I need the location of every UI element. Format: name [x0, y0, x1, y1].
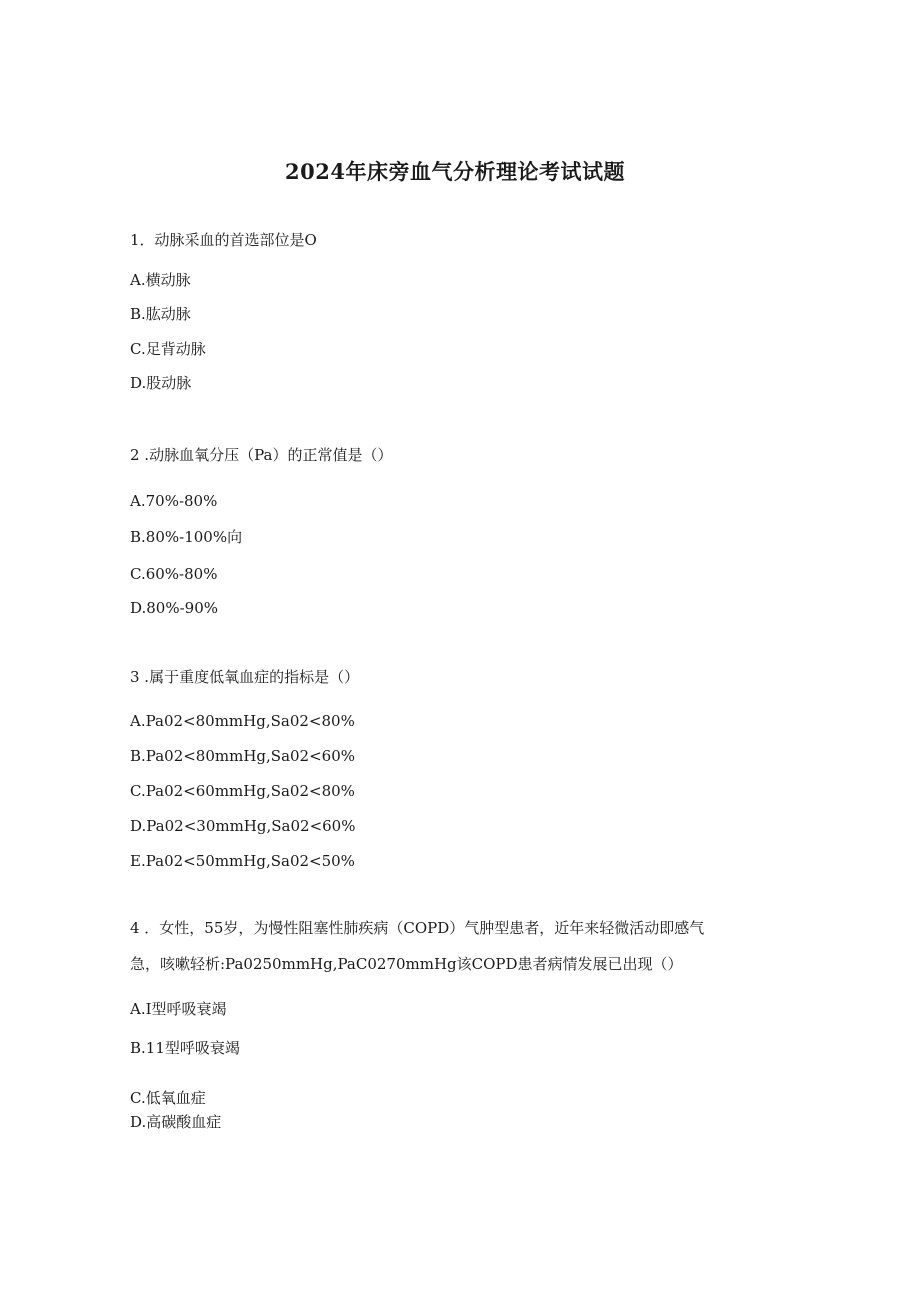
- question-3-option-c: C.Pa02<60mmHg,Sa02<80%: [130, 782, 355, 800]
- question-4-option-a: A.I型呼吸衰竭: [130, 1000, 227, 1018]
- question-4-stem-line-2: 急，咳嗽轻析:Pa0250mmHg,PaC0270mmHg该COPD患者病情发展已出现（）: [130, 955, 683, 973]
- question-4-option-b: B.11型呼吸衰竭: [130, 1039, 240, 1057]
- question-4-option-c: C.低氧血症: [130, 1089, 206, 1107]
- question-1-option-b: B.肱动脉: [130, 305, 191, 323]
- question-4-option-d: D.高碳酸血症: [130, 1113, 222, 1131]
- page-title: 2024年床旁血气分析理论考试试题: [285, 159, 625, 184]
- question-1-option-d: D.股动脉: [130, 374, 192, 392]
- question-2-option-a: A.70%-80%: [130, 492, 218, 510]
- question-2-option-c: C.60%-80%: [130, 565, 218, 583]
- question-2-option-d: D.80%-90%: [130, 599, 219, 617]
- question-3-option-e: E.Pa02<50mmHg,Sa02<50%: [130, 852, 355, 870]
- question-2-option-b: B.80%-100%向: [130, 528, 243, 546]
- question-3-option-b: B.Pa02<80mmHg,Sa02<60%: [130, 747, 356, 765]
- question-1-option-a: A.横动脉: [130, 271, 191, 289]
- question-3-option-a: A.Pa02<80mmHg,Sa02<80%: [130, 712, 355, 730]
- question-3-stem: 3 .属于重度低氧血症的指标是（）: [130, 668, 360, 686]
- question-2-stem: 2 .动脉血氧分压（Pa）的正常值是（）: [130, 446, 393, 464]
- question-1-option-c: C.足背动脉: [130, 340, 206, 358]
- question-4-stem-line-1: 4 ．女性，55岁，为慢性阻塞性肺疾病（COPD）气肿型患者，近年来轻微活动即感气: [130, 919, 705, 937]
- question-3-option-d: D.Pa02<30mmHg,Sa02<60%: [130, 817, 356, 835]
- question-1-stem: 1．动脉采血的首选部位是O: [130, 231, 317, 249]
